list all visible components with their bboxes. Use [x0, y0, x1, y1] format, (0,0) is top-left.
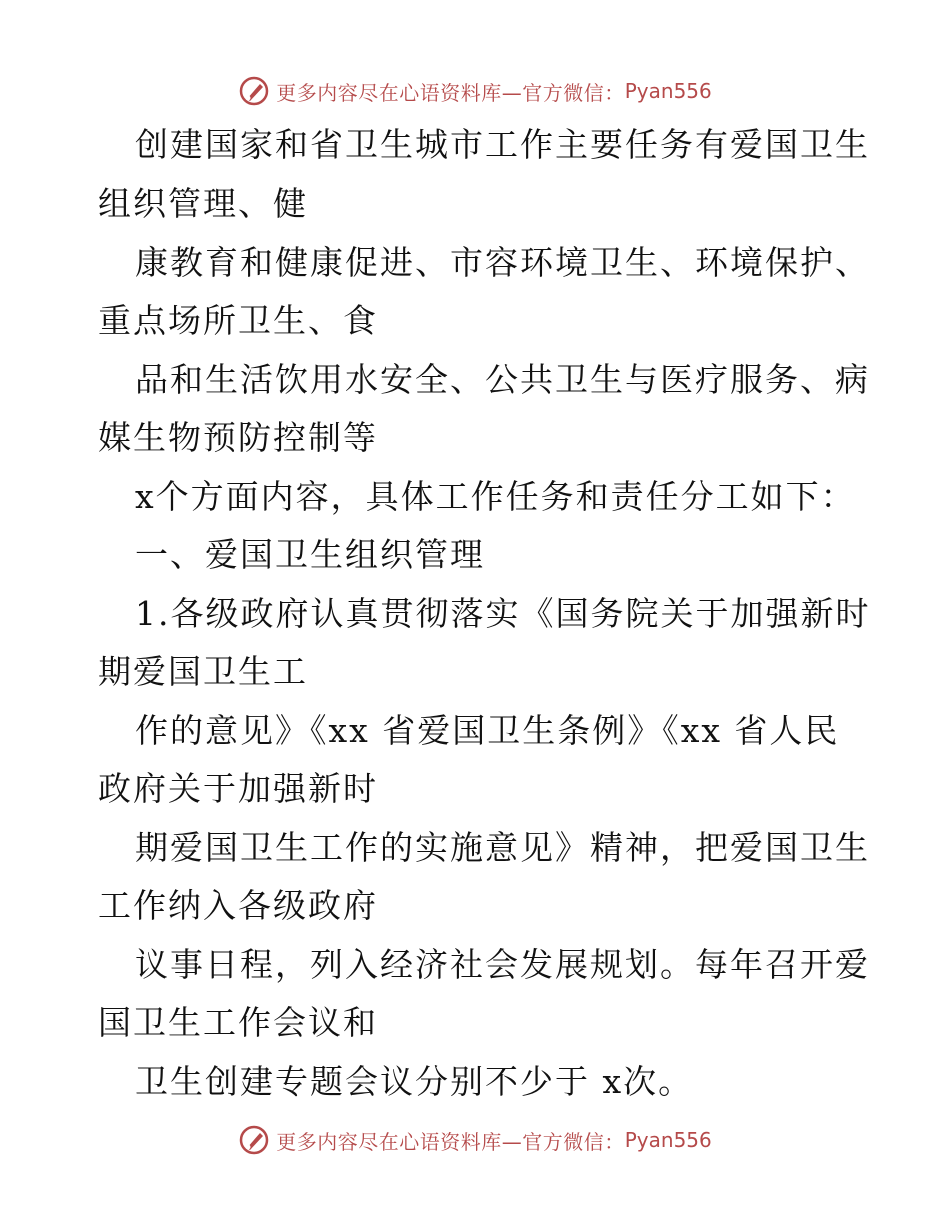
watermark-site-text: 更多内容尽在心语资料库—官方微信： — [276, 1129, 625, 1154]
watermark-site-text: 更多内容尽在心语资料库—官方微信： — [276, 80, 625, 105]
section-heading: 一、爱国卫生组织管理 — [135, 535, 485, 574]
watermark-footer — [0, 1120, 950, 1160]
watermark-wechat-id: Pyan556 — [624, 79, 712, 103]
text-line: x个方面内容，具体工作任务和责任分工如下： — [135, 477, 856, 516]
text-line: 期爱国卫生工作的实施意见》精神，把爱国卫生 — [135, 828, 870, 867]
pen-nib-icon — [238, 1124, 270, 1156]
text-line: 国卫生工作会议和 — [98, 1003, 378, 1042]
text-line: 康教育和健康促进、市容环境卫生、环境保护、 — [135, 243, 870, 282]
text-line: 1.各级政府认真贯彻落实《国务院关于加强新时 — [135, 594, 871, 633]
text-line: 期爱国卫生工 — [98, 652, 308, 691]
text-line: 品和生活饮用水安全、公共卫生与医疗服务、病 — [135, 360, 870, 399]
watermark-wechat-id: Pyan556 — [624, 1128, 712, 1152]
text-line: 重点场所卫生、食 — [98, 301, 378, 340]
text-line: 卫生创建专题会议分别不少于 x次。 — [135, 1062, 694, 1101]
text-line: 工作纳入各级政府 — [98, 886, 378, 925]
text-line: 组织管理、健 — [98, 184, 308, 223]
text-line: 媒生物预防控制等 — [98, 418, 378, 457]
text-line: 政府关于加强新时 — [98, 769, 378, 808]
text-line: 议事日程，列入经济社会发展规划。每年召开爱 — [135, 945, 870, 984]
text-line: 创建国家和省卫生城市工作主要任务有爱国卫生 — [135, 125, 870, 164]
text-line: 作的意见》《xx 省爱国卫生条例》《xx 省人民 — [135, 711, 840, 750]
